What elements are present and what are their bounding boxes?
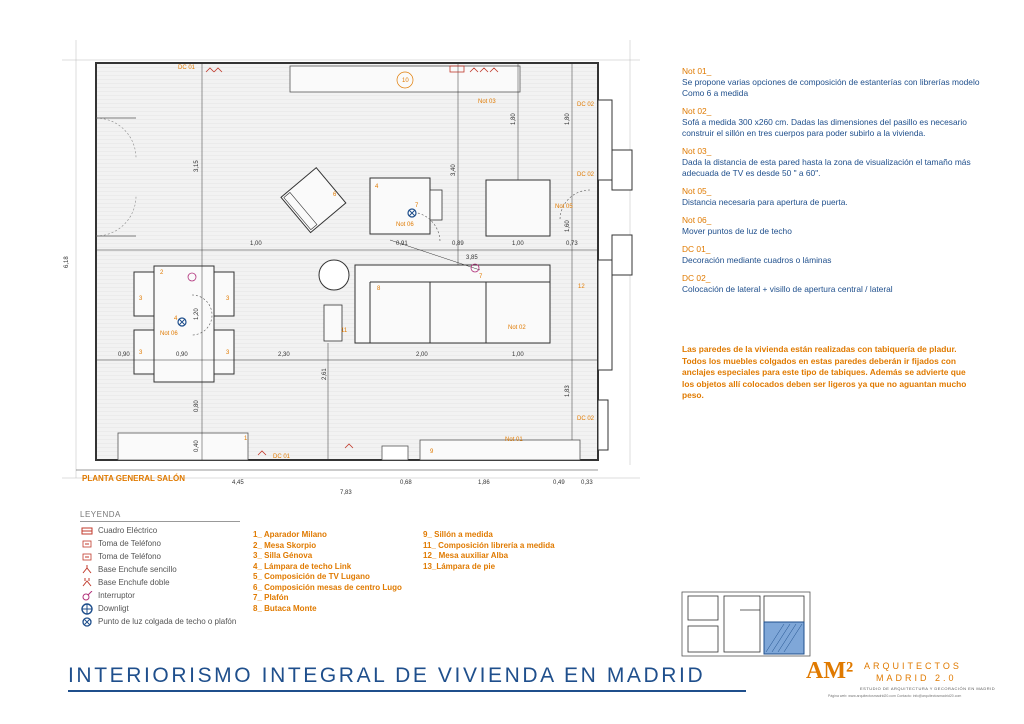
phone-outlet-icon [80, 552, 94, 562]
dimension-label: 1,60 [565, 220, 571, 232]
note-id: DC 02_ [682, 273, 711, 283]
furniture-item: 1_ Aparador Milano [253, 530, 327, 539]
plan-number: 12 [578, 284, 585, 290]
sofa [355, 265, 550, 343]
furniture-item: 4_ Lámpara de techo Link [253, 561, 352, 571]
room-floor [96, 63, 598, 460]
logo-contact: Página web: www.arquitectosmadrid20.com Contacto: info@arquitectosmadrid20.com [828, 694, 962, 698]
note-text: Dada la distancia de esta pared hasta la zona de visualización el tamaño más adecuada de TV es desde 50 " a 60". [682, 157, 971, 178]
side-table [486, 180, 550, 236]
logo-name-line-2: MADRID 2.0 [876, 673, 957, 683]
legend-label: Base Enchufe doble [98, 578, 170, 587]
furniture-item: 6_ Composición mesas de centro Lugo [253, 582, 402, 592]
legend-item [80, 526, 240, 536]
dimension-label: 1,00 [250, 241, 262, 247]
dimension-label: 4,45 [232, 480, 244, 486]
dimension-label: 0,80 [194, 400, 200, 412]
ceiling-light-icon [178, 318, 186, 326]
dimension-label: 2,00 [416, 352, 428, 358]
dimension-label: 3,40 [451, 164, 457, 176]
legend-item [80, 539, 240, 549]
dimension-label: 1,80 [565, 113, 571, 125]
plan-number: 3 [226, 296, 230, 302]
dimension-label: 0,33 [581, 480, 593, 486]
plan-tag: DC 01 [273, 454, 291, 460]
plan-number: 7 [479, 274, 483, 280]
note-item [682, 215, 982, 237]
dimension-label: 0,68 [400, 480, 412, 486]
aux-table [324, 305, 342, 341]
note-text: Colocación de lateral + visillo de apertura central / lateral [682, 284, 893, 294]
plan-tag: Not 03 [478, 99, 496, 105]
dimension-label: 1,20 [194, 308, 200, 320]
note-item [682, 66, 982, 99]
plan-number: 6 [333, 192, 337, 198]
plan-tag: DC 02 [577, 172, 595, 178]
plan-number: 9 [430, 449, 434, 455]
sideboard [118, 433, 248, 460]
note-item [682, 273, 982, 295]
dimension-label: 0,91 [396, 241, 408, 247]
note-text: Se propone varias opciones de composición de estanterías con librerías modelo Como 6 a medida [682, 77, 980, 98]
ceiling-light-icon [408, 209, 416, 217]
bookcase [420, 440, 580, 460]
plan-number: 3 [226, 350, 230, 356]
note-text: Mover puntos de luz de techo [682, 226, 792, 236]
notes-panel [682, 66, 982, 302]
plan-tag: DC 01 [178, 65, 196, 71]
dimension-label: 0,90 [118, 352, 130, 358]
warning-text: Las paredes de la vivienda están realizadas con tabiquería de pladur. Todos los muebles colgados en estas paredes deberán ir fijados con anclajes especiales para este tipo de tabiques. Además se advierte que los objetos allí colocados deben ser ligeros ya que no aguantan mucho peso. [682, 344, 967, 400]
note-item [682, 244, 982, 266]
dimension-label: 1,00 [512, 352, 524, 358]
plan-number: 7 [415, 203, 419, 209]
key-plan [680, 590, 812, 658]
dimension-label: 7,83 [340, 490, 352, 496]
dimension-label: 0,73 [566, 241, 578, 247]
note-id: Not 05_ [682, 186, 712, 196]
logo-subtitle: ESTUDIO DE ARQUITECTURA Y DECORACIÓN EN MADRID [860, 686, 996, 691]
downlight-icon [80, 604, 94, 614]
legend-item [80, 617, 240, 627]
floor-lamp [319, 260, 349, 290]
note-text: Sofá a medida 300 x260 cm. Dadas las dimensiones del pasillo es necesario construir el sillón en tres cuerpos para poder subirlo a la vivienda. [682, 117, 967, 138]
furniture-item: 11_ Composición librería a medida [423, 540, 555, 550]
plan-tag: Not 06 [160, 331, 178, 337]
legend [80, 510, 240, 630]
electrical-panel-icon [80, 526, 94, 536]
plan-number: 4 [174, 316, 178, 322]
note-text: Distancia necesaria para apertura de puerta. [682, 197, 848, 207]
legend-item [80, 552, 240, 562]
plan-number: 11 [341, 328, 348, 334]
highlighted-room [764, 622, 804, 654]
single-socket-icon [80, 565, 94, 575]
phone-outlet-icon [80, 539, 94, 549]
legend-label: Toma de Teléfono [98, 539, 162, 548]
plan-tag: Not 02 [508, 325, 526, 331]
dimension-label: 3,85 [466, 255, 478, 261]
plan-number: 8 [377, 286, 381, 292]
plan-tag: Not 06 [396, 222, 414, 228]
legend-item [80, 578, 240, 588]
plan-number: 3 [139, 296, 143, 302]
double-socket-icon [80, 578, 94, 588]
switch-icon [80, 591, 94, 601]
legend-label: Cuadro Eléctrico [98, 526, 158, 535]
dimension-label: 0,90 [176, 352, 188, 358]
furniture-item: 2_ Mesa Skorpio [253, 540, 317, 550]
furniture-item: 12_ Mesa auxiliar Alba [423, 551, 509, 560]
legend-label: Interruptor [98, 591, 135, 600]
dimension-label: 1,83 [565, 385, 571, 397]
logo-mark: AM² [806, 658, 854, 684]
dimension-label: 1,00 [512, 241, 524, 247]
plan-tag: DC 02 [577, 102, 595, 108]
dimension-label: 6,18 [64, 256, 70, 268]
legend-item [80, 565, 240, 575]
legend-label: Base Enchufe sencillo [98, 565, 177, 574]
plan-number: 2 [160, 270, 164, 276]
dimension-label: 2,61 [322, 368, 328, 380]
dimension-label: 2,30 [278, 352, 290, 358]
dimension-label: 3,15 [194, 160, 200, 172]
note-id: Not 02_ [682, 106, 712, 116]
furniture-item: 8_ Butaca Monte [253, 603, 317, 613]
dimension-label: 0,49 [553, 480, 565, 486]
plan-number: 3 [139, 350, 143, 356]
logo-name-line-1: ARQUITECTOS [864, 661, 962, 671]
note-id: Not 01_ [682, 66, 712, 76]
legend-item [80, 604, 240, 614]
plan-tag: Not 01 [505, 437, 523, 443]
dimension-label: 0,40 [194, 440, 200, 452]
company-logo [806, 658, 996, 704]
note-item [682, 106, 982, 139]
note-id: DC 01_ [682, 244, 711, 254]
plan-number: 1 [244, 436, 248, 442]
furniture-item: 5_ Composición de TV Lugano [253, 572, 370, 581]
note-id: Not 03_ [682, 146, 712, 156]
title-rule [68, 690, 746, 692]
note-id: Not 06_ [682, 215, 712, 225]
note-item [682, 146, 982, 179]
legend-item [80, 591, 240, 601]
furniture-item: 3_ Silla Génova [253, 551, 313, 560]
dimension-label: 0,89 [452, 241, 464, 247]
furniture-item: 7_ Plafón [253, 593, 289, 602]
plan-tag: DC 02 [577, 416, 595, 422]
plan-number: 4 [375, 184, 379, 190]
dimension-label: 1,86 [478, 480, 490, 486]
plan-number: 10 [402, 78, 409, 84]
legend-label: Downligt [98, 604, 129, 613]
page-title: INTERIORISMO INTEGRAL DE VIVIENDA EN MADRID [68, 664, 706, 687]
dimension-label: 1,80 [511, 113, 517, 125]
plan-label: PLANTA GENERAL SALÓN [82, 474, 185, 483]
note-text: Decoración mediante cuadros o láminas [682, 255, 832, 265]
legend-label: Punto de luz colgada de techo o plafón [98, 617, 237, 626]
note-item [682, 186, 982, 208]
legend-title: LEYENDA [80, 510, 240, 522]
legend-label: Toma de Teléfono [98, 552, 162, 561]
furniture-item: 9_ Sillón a medida [423, 530, 493, 539]
plan-tag: Not 05 [555, 204, 573, 210]
furniture-item: 13_Lámpara de pie [423, 561, 496, 571]
ceiling-light-icon [80, 617, 94, 627]
